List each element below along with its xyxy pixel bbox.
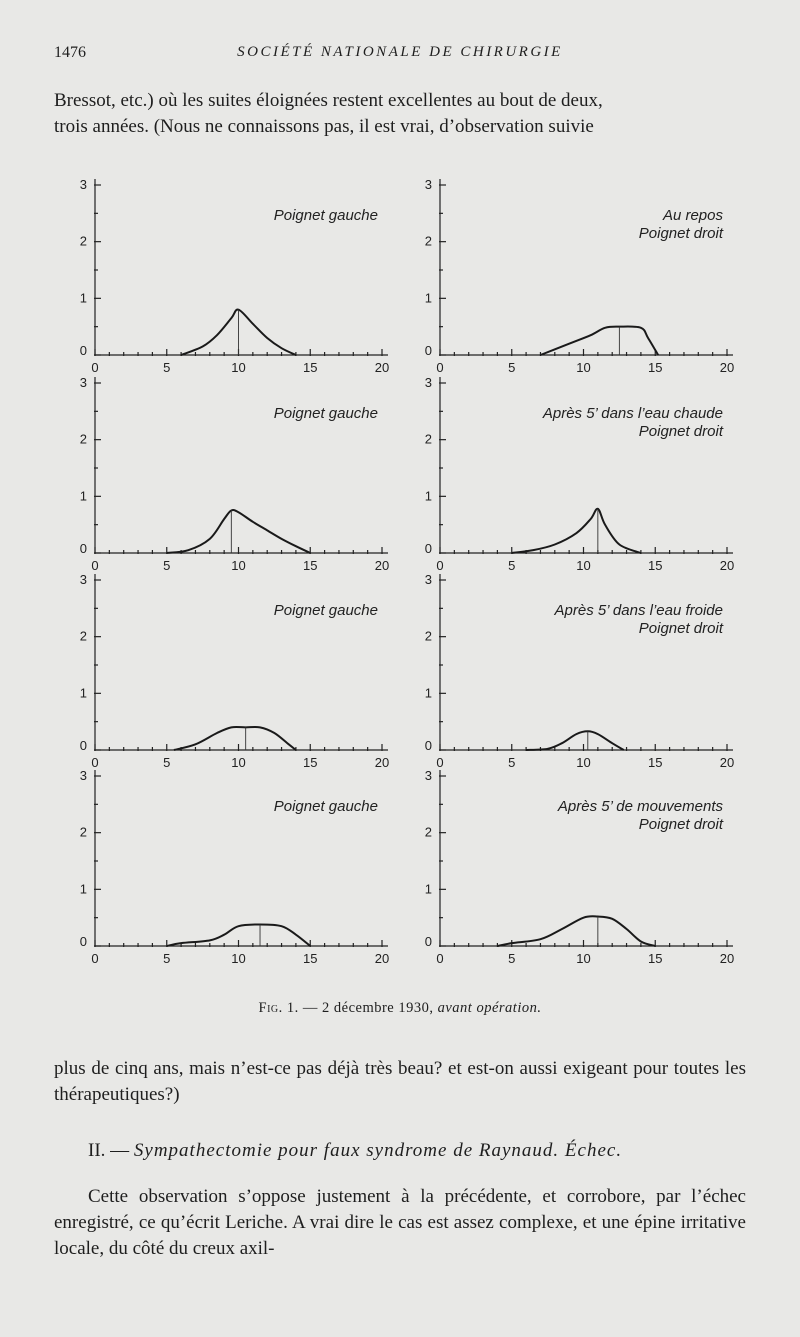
y-tick-label: 3 [424,572,432,587]
panel-label: Poignet gauche [273,602,378,619]
panel-label: Après 5’ dans l’eau chaude [542,405,723,422]
data-curve [167,510,311,553]
y-tick-label: 0 [424,738,432,753]
x-tick-label: 10 [576,360,591,375]
continuation-paragraph [54,1056,746,1108]
x-tick-label: 5 [508,558,516,573]
x-tick-label: 10 [231,951,246,966]
x-tick-label: 0 [91,558,99,573]
page-number: 1476 [54,44,86,61]
y-tick-label: 0 [424,541,432,556]
x-tick-label: 0 [436,558,444,573]
figure-caption [0,1000,800,1017]
y-tick-label: 3 [424,768,432,783]
chart-panel [80,375,389,573]
running-head: SOCIÉTÉ NATIONALE DE CHIRURGIE [237,44,563,60]
y-tick-label: 1 [79,488,87,504]
y-tick-label: 3 [79,572,87,587]
x-tick-label: 20 [719,951,735,966]
y-tick-label: 3 [79,177,87,192]
x-tick-label: 0 [91,755,99,770]
x-tick-label: 5 [163,951,171,966]
x-tick-label: 15 [303,360,318,375]
chart-panel [80,572,389,770]
y-tick-label: 0 [424,343,432,358]
y-tick-label: 2 [79,628,87,644]
x-tick-label: 0 [436,360,444,375]
panel-label: Poignet droit [638,620,723,637]
chart-panel [425,177,734,375]
x-tick-label: 20 [719,360,735,375]
panel-label: Après 5’ dans l’eau froide [554,602,723,619]
x-tick-label: 5 [163,558,171,573]
y-tick-label: 0 [79,541,87,556]
chart-panel [425,375,734,573]
top-paragraph [54,88,746,140]
panel-label: Poignet gauche [273,798,378,815]
y-tick-label: 1 [424,290,432,306]
caption-qualifier: avant opération. [437,1000,542,1016]
section-number: II. — [88,1140,134,1161]
section-heading [88,1140,622,1162]
y-tick-label: 1 [424,881,432,897]
y-tick-label: 1 [79,290,87,306]
x-tick-label: 5 [508,755,516,770]
x-tick-label: 5 [163,755,171,770]
chart-panel [425,768,734,966]
panel-label: Poignet gauche [273,207,378,224]
x-tick-label: 15 [303,558,318,573]
panel-label: Poignet droit [638,816,723,833]
panel-label: Poignet gauche [273,405,378,422]
y-tick-label: 0 [79,738,87,753]
y-tick-label: 0 [79,934,87,949]
x-tick-label: 15 [303,755,318,770]
x-tick-label: 15 [648,558,663,573]
y-tick-label: 1 [79,881,87,897]
caption-dash: — [298,1000,323,1016]
paragraph-text: Cette observation s’oppose justement à la précédente, et corrobore, par l’échec enregistré, ce qu’écrit Leriche. A vrai dire le cas est assez complexe, et une épine irritative locale, du côté du creux axil- [54,1186,746,1259]
panel-label: Poignet droit [638,423,723,440]
y-tick-label: 2 [424,628,432,644]
x-tick-label: 20 [719,558,735,573]
x-tick-label: 10 [231,755,246,770]
y-tick-label: 3 [424,375,432,390]
x-tick-label: 20 [719,755,735,770]
y-tick-label: 3 [79,768,87,783]
x-tick-label: 15 [648,755,663,770]
x-tick-label: 20 [374,558,390,573]
x-tick-label: 0 [91,951,99,966]
y-tick-label: 1 [79,685,87,701]
y-tick-label: 3 [424,177,432,192]
y-tick-label: 1 [424,488,432,504]
data-curve [540,327,658,355]
x-tick-label: 5 [163,360,171,375]
body-paragraph [54,1184,746,1262]
y-tick-label: 2 [424,431,432,447]
y-tick-label: 2 [424,824,432,840]
panel-label: Poignet droit [638,225,723,242]
x-tick-label: 15 [648,360,663,375]
chart-panel [80,177,389,375]
x-tick-label: 0 [91,360,99,375]
x-tick-label: 5 [508,360,516,375]
chart-panel [425,572,734,770]
panel-label: Au repos [662,207,723,224]
x-tick-label: 15 [303,951,318,966]
panel-label: Après 5’ de mouvements [557,798,723,815]
data-curve [497,916,655,946]
x-tick-label: 20 [374,951,390,966]
y-tick-label: 2 [79,233,87,249]
x-tick-label: 10 [576,755,591,770]
y-tick-label: 2 [79,431,87,447]
text-line: Bressot, etc.) où les suites éloignées restent excellentes au bout de deux, [54,90,603,111]
x-tick-label: 20 [374,755,390,770]
y-tick-label: 0 [79,343,87,358]
x-tick-label: 0 [436,755,444,770]
x-tick-label: 10 [231,360,246,375]
y-tick-label: 1 [424,685,432,701]
caption-label: Fig. 1. [258,1000,299,1016]
chart-panel [80,768,389,966]
caption-date: 2 décembre 1930, [322,1000,438,1016]
x-tick-label: 20 [374,360,390,375]
x-tick-label: 10 [576,951,591,966]
y-tick-label: 2 [79,824,87,840]
text-line: plus de cinq ans, mais n’est-ce pas déjà très beau? et est-on aussi exigeant pour toutes les thérapeutiques?) [54,1058,746,1105]
y-tick-label: 0 [424,934,432,949]
x-tick-label: 10 [576,558,591,573]
x-tick-label: 10 [231,558,246,573]
x-tick-label: 0 [436,951,444,966]
text-line: trois années. (Nous ne connaissons pas, il est vrai, d’observation suivie [54,116,594,137]
x-tick-label: 5 [508,951,516,966]
section-title: Sympathectomie pour faux syndrome de Raynaud. Échec. [133,1140,623,1161]
data-curve [512,509,641,553]
x-tick-label: 15 [648,951,663,966]
data-curve [174,727,296,750]
page-header [0,44,800,66]
y-tick-label: 3 [79,375,87,390]
figure-charts [0,160,800,990]
y-tick-label: 2 [424,233,432,249]
